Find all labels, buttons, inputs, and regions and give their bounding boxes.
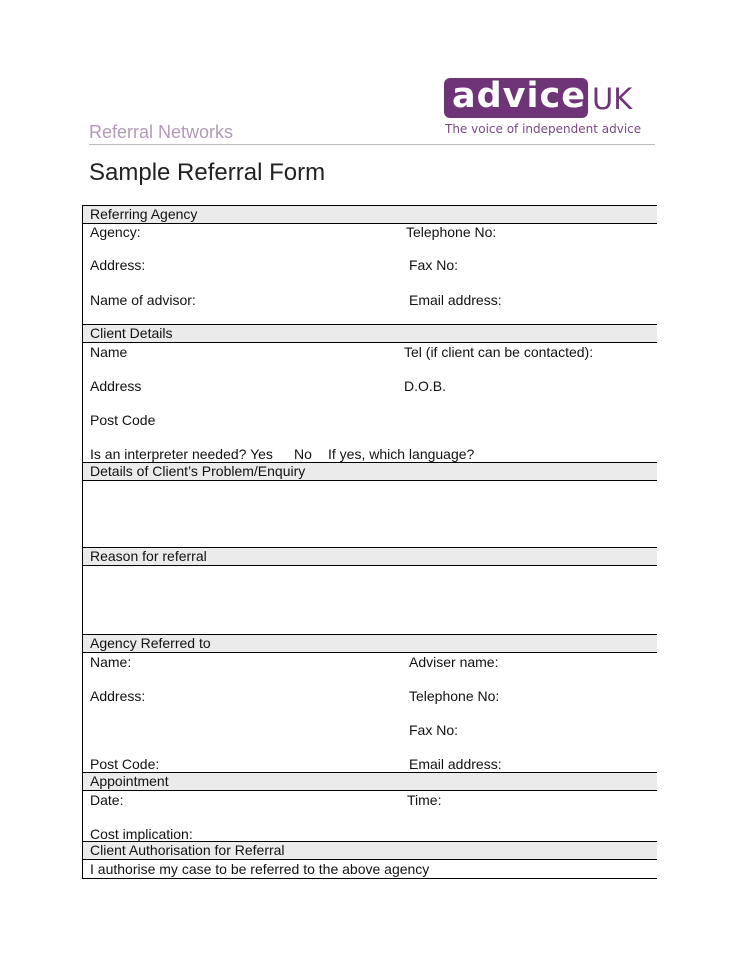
referred-telephone-field-label[interactable]: Telephone No:: [409, 688, 500, 704]
address-field-label[interactable]: Address:: [90, 257, 146, 273]
fax-field-label[interactable]: Fax No:: [409, 257, 459, 273]
logo-word: advice: [452, 76, 586, 116]
client-tel-field-label[interactable]: Tel (if client can be contacted):: [404, 344, 594, 360]
client-address-field-label[interactable]: Address: [90, 378, 142, 394]
section-header-reason: Reason for referral: [83, 547, 657, 566]
referred-fax-field-label[interactable]: Fax No:: [409, 722, 459, 738]
interpreter-language-label[interactable]: If yes, which language?: [328, 446, 475, 462]
section-header-agency-referred: Agency Referred to: [83, 634, 657, 653]
referred-postcode-field-label[interactable]: Post Code:: [90, 756, 160, 772]
section-client-details: [83, 343, 657, 462]
logo-box: [444, 78, 588, 118]
reason-text-area[interactable]: [83, 566, 657, 634]
agency-field-label[interactable]: Agency:: [90, 224, 141, 240]
problem-text-area[interactable]: [83, 481, 657, 547]
authorisation-statement[interactable]: I authorise my case to be referred to the above agency: [90, 861, 430, 877]
client-postcode-field-label[interactable]: Post Code: [90, 412, 156, 428]
referred-name-field-label[interactable]: Name:: [90, 654, 132, 670]
referred-address-field-label[interactable]: Address:: [90, 688, 146, 704]
email-field-label[interactable]: Email address:: [409, 292, 502, 308]
page-title: Sample Referral Form: [89, 159, 326, 186]
client-name-field-label[interactable]: Name: [90, 344, 128, 360]
section-appointment: [83, 791, 657, 841]
section-header-client-details: Client Details: [83, 324, 657, 343]
appointment-time-field-label[interactable]: Time:: [407, 792, 442, 808]
interpreter-no-label[interactable]: No: [294, 446, 312, 462]
advisor-field-label[interactable]: Name of advisor:: [90, 292, 196, 308]
section-header-referring-agency: Referring Agency: [83, 205, 657, 224]
section-agency-referred: [83, 653, 657, 772]
section-header-appointment: Appointment: [83, 772, 657, 791]
cost-implication-field-label[interactable]: Cost implication:: [90, 826, 193, 842]
logo-uk: UK: [592, 82, 633, 116]
section-header-problem: Details of Client’s Problem/Enquiry: [83, 462, 657, 481]
logo-tagline: The voice of independent advice: [445, 122, 642, 136]
client-dob-field-label[interactable]: D.O.B.: [404, 378, 447, 394]
telephone-field-label[interactable]: Telephone No:: [406, 224, 497, 240]
referred-email-field-label[interactable]: Email address:: [409, 756, 502, 772]
referral-form-table: [82, 205, 657, 879]
page-subtitle: Referral Networks: [89, 122, 234, 142]
section-referring-agency: [83, 224, 657, 324]
header-divider: [89, 144, 655, 145]
section-header-authorisation: Client Authorisation for Referral: [83, 841, 657, 860]
referred-adviser-field-label[interactable]: Adviser name:: [409, 654, 499, 670]
advice-uk-logo: [444, 76, 642, 138]
section-authorisation: [83, 860, 657, 879]
interpreter-yes-label[interactable]: Is an interpreter needed? Yes: [90, 446, 273, 462]
appointment-date-field-label[interactable]: Date:: [90, 792, 124, 808]
